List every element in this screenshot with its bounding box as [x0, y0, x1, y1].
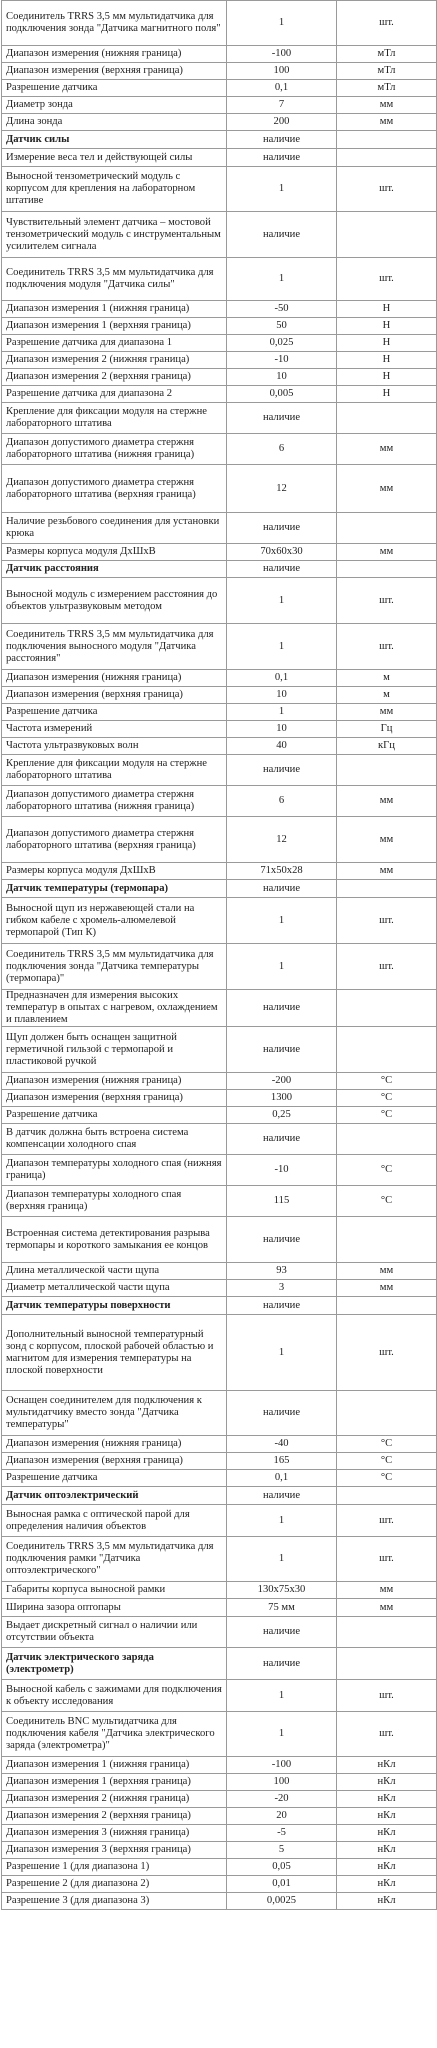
- parameter-cell: Соединитель TRRS 3,5 мм мультидатчика для подключения зонда "Датчика магнитного поля": [2, 1, 227, 46]
- table-row: [2, 114, 437, 131]
- unit-cell: мм: [337, 704, 437, 721]
- table-row: [2, 1453, 437, 1470]
- table-row: [2, 1757, 437, 1774]
- parameter-cell: Диапазон измерения (верхняя граница): [2, 1090, 227, 1107]
- table-row: [2, 1712, 437, 1757]
- value-cell: наличие: [227, 1391, 337, 1436]
- unit-cell: мм: [337, 1599, 437, 1617]
- parameter-cell: Датчик оптоэлектрический: [2, 1487, 227, 1505]
- table-row: [2, 1027, 437, 1073]
- parameter-cell: Разрешение 1 (для диапазона 1): [2, 1859, 227, 1876]
- value-cell: 200: [227, 114, 337, 131]
- unit-cell: мТл: [337, 46, 437, 63]
- parameter-cell: Диапазон допустимого диаметра стержня лабораторного штатива (верхняя граница): [2, 817, 227, 863]
- table-row: [2, 1107, 437, 1124]
- parameter-cell: Соединитель TRRS 3,5 мм мультидатчика для подключения зонда "Датчика температуры (термопара)": [2, 944, 227, 990]
- table-row: [2, 990, 437, 1027]
- value-cell: -200: [227, 1073, 337, 1090]
- value-cell: 0,25: [227, 1107, 337, 1124]
- unit-cell: мм: [337, 1263, 437, 1280]
- parameter-cell: Разрешение датчика: [2, 1107, 227, 1124]
- value-cell: 6: [227, 786, 337, 817]
- parameter-cell: Крепление для фиксации модуля на стержне лабораторного штатива: [2, 403, 227, 434]
- parameter-cell: Датчик силы: [2, 131, 227, 149]
- value-cell: 100: [227, 63, 337, 80]
- table-row: [2, 1124, 437, 1155]
- unit-cell: [337, 1487, 437, 1505]
- table-row: [2, 1436, 437, 1453]
- value-cell: 10: [227, 721, 337, 738]
- parameter-cell: Разрешение датчика для диапазона 2: [2, 386, 227, 403]
- table-row: [2, 335, 437, 352]
- value-cell: -40: [227, 1436, 337, 1453]
- table-row: [2, 352, 437, 369]
- unit-cell: нКл: [337, 1825, 437, 1842]
- value-cell: наличие: [227, 149, 337, 167]
- value-cell: 0,1: [227, 1470, 337, 1487]
- value-cell: 0,025: [227, 335, 337, 352]
- value-cell: 70х60х30: [227, 544, 337, 561]
- parameter-cell: Диаметр металлической части щупа: [2, 1280, 227, 1297]
- parameter-cell: Соединитель TRRS 3,5 мм мультидатчика для подключения выносного модуля "Датчика расстояния": [2, 624, 227, 670]
- parameter-cell: Размеры корпуса модуля ДхШхВ: [2, 544, 227, 561]
- unit-cell: [337, 1617, 437, 1648]
- parameter-cell: Крепление для фиксации модуля на стержне лабораторного штатива: [2, 755, 227, 786]
- unit-cell: [337, 212, 437, 258]
- table-row: [2, 1582, 437, 1599]
- table-row: [2, 898, 437, 944]
- table-row: [2, 1217, 437, 1263]
- value-cell: 1: [227, 1, 337, 46]
- table-row: [2, 63, 437, 80]
- table-row: [2, 369, 437, 386]
- parameter-cell: Предназначен для измерения высоких температур в опытах с нагревом, охлаждением и плавлением: [2, 990, 227, 1027]
- value-cell: 1: [227, 704, 337, 721]
- value-cell: 10: [227, 687, 337, 704]
- value-cell: 1: [227, 898, 337, 944]
- unit-cell: [337, 1297, 437, 1315]
- table-row: [2, 1876, 437, 1893]
- parameter-cell: Разрешение датчика: [2, 80, 227, 97]
- value-cell: 1: [227, 258, 337, 301]
- unit-cell: мм: [337, 97, 437, 114]
- table-row: [2, 863, 437, 880]
- table-row: [2, 1791, 437, 1808]
- unit-cell: [337, 990, 437, 1027]
- unit-cell: нКл: [337, 1808, 437, 1825]
- unit-cell: [337, 755, 437, 786]
- unit-cell: шт.: [337, 167, 437, 212]
- parameter-cell: Диапазон измерения 1 (верхняя граница): [2, 318, 227, 335]
- value-cell: наличие: [227, 131, 337, 149]
- unit-cell: мм: [337, 1280, 437, 1297]
- unit-cell: мм: [337, 863, 437, 880]
- value-cell: 100: [227, 1774, 337, 1791]
- table-row: [2, 1680, 437, 1712]
- value-cell: 12: [227, 817, 337, 863]
- value-cell: 0,1: [227, 80, 337, 97]
- unit-cell: нКл: [337, 1893, 437, 1910]
- unit-cell: шт.: [337, 1537, 437, 1582]
- unit-cell: [337, 1124, 437, 1155]
- unit-cell: [337, 1391, 437, 1436]
- table-row: [2, 1859, 437, 1876]
- spec-table-body: [2, 1, 437, 1910]
- parameter-cell: Диапазон измерения 1 (верхняя граница): [2, 1774, 227, 1791]
- table-row: [2, 704, 437, 721]
- value-cell: наличие: [227, 561, 337, 578]
- value-cell: наличие: [227, 990, 337, 1027]
- value-cell: 75 мм: [227, 1599, 337, 1617]
- unit-cell: шт.: [337, 1505, 437, 1537]
- unit-cell: кГц: [337, 738, 437, 755]
- value-cell: 165: [227, 1453, 337, 1470]
- parameter-cell: Габариты корпуса выносной рамки: [2, 1582, 227, 1599]
- section-header-row: [2, 561, 437, 578]
- value-cell: 1: [227, 1712, 337, 1757]
- parameter-cell: Измерение веса тел и действующей силы: [2, 149, 227, 167]
- parameter-cell: Диапазон измерения (нижняя граница): [2, 1436, 227, 1453]
- parameter-cell: Частота ультразвуковых волн: [2, 738, 227, 755]
- value-cell: 1: [227, 1505, 337, 1537]
- value-cell: 50: [227, 318, 337, 335]
- value-cell: наличие: [227, 880, 337, 898]
- table-row: [2, 301, 437, 318]
- value-cell: 1: [227, 578, 337, 624]
- parameter-cell: Выносной щуп из нержавеющей стали на гибком кабеле с хромель-алюмелевой термопарой (Тип К): [2, 898, 227, 944]
- parameter-cell: Диапазон измерения (нижняя граница): [2, 670, 227, 687]
- value-cell: 1: [227, 167, 337, 212]
- table-row: [2, 434, 437, 465]
- unit-cell: шт.: [337, 1680, 437, 1712]
- value-cell: 1: [227, 624, 337, 670]
- table-row: [2, 738, 437, 755]
- section-header-row: [2, 131, 437, 149]
- table-row: [2, 80, 437, 97]
- parameter-cell: Соединитель BNC мультидатчика для подключения кабеля "Датчика электрического заряда (электрометра)": [2, 1712, 227, 1757]
- spec-table: [1, 0, 437, 1910]
- value-cell: 1300: [227, 1090, 337, 1107]
- parameter-cell: Дополнительный выносной температурный зонд с корпусом, плоской рабочей областью и магнитом для измерения температуры на плоской поверхности: [2, 1315, 227, 1391]
- value-cell: 115: [227, 1186, 337, 1217]
- parameter-cell: Датчик температуры (термопара): [2, 880, 227, 898]
- value-cell: 1: [227, 1315, 337, 1391]
- parameter-cell: Соединитель TRRS 3,5 мм мультидатчика для подключения рамки "Датчика оптоэлектрического": [2, 1537, 227, 1582]
- section-header-row: [2, 1648, 437, 1680]
- table-row: [2, 687, 437, 704]
- table-row: [2, 403, 437, 434]
- unit-cell: °С: [337, 1090, 437, 1107]
- parameter-cell: Диапазон измерения 1 (нижняя граница): [2, 301, 227, 318]
- table-row: [2, 513, 437, 544]
- parameter-cell: Разрешение 2 (для диапазона 2): [2, 1876, 227, 1893]
- value-cell: 3: [227, 1280, 337, 1297]
- unit-cell: мм: [337, 1582, 437, 1599]
- parameter-cell: Диапазон температуры холодного спая (нижняя граница): [2, 1155, 227, 1186]
- parameter-cell: Диапазон измерения (нижняя граница): [2, 1073, 227, 1090]
- unit-cell: [337, 513, 437, 544]
- value-cell: 6: [227, 434, 337, 465]
- parameter-cell: Выдает дискретный сигнал о наличии или отсутствии объекта: [2, 1617, 227, 1648]
- value-cell: 0,05: [227, 1859, 337, 1876]
- unit-cell: [337, 1217, 437, 1263]
- unit-cell: [337, 1027, 437, 1073]
- table-row: [2, 670, 437, 687]
- unit-cell: [337, 131, 437, 149]
- section-header-row: [2, 1487, 437, 1505]
- parameter-cell: Встроенная система детектирования разрыва термопары и короткого замыкания ее концов: [2, 1217, 227, 1263]
- unit-cell: °С: [337, 1453, 437, 1470]
- unit-cell: шт.: [337, 1, 437, 46]
- unit-cell: Н: [337, 301, 437, 318]
- section-header-row: [2, 1297, 437, 1315]
- value-cell: 71х50х28: [227, 863, 337, 880]
- table-row: [2, 1808, 437, 1825]
- value-cell: наличие: [227, 212, 337, 258]
- value-cell: наличие: [227, 1487, 337, 1505]
- parameter-cell: Выносной модуль с измерением расстояния до объектов ультразвуковым методом: [2, 578, 227, 624]
- table-row: [2, 1263, 437, 1280]
- table-row: [2, 786, 437, 817]
- section-header-row: [2, 880, 437, 898]
- value-cell: 1: [227, 1537, 337, 1582]
- parameter-cell: Диапазон измерения 2 (нижняя граница): [2, 352, 227, 369]
- table-row: [2, 1155, 437, 1186]
- unit-cell: нКл: [337, 1774, 437, 1791]
- value-cell: 0,01: [227, 1876, 337, 1893]
- parameter-cell: Длина металлической части щупа: [2, 1263, 227, 1280]
- table-row: [2, 1090, 437, 1107]
- parameter-cell: Диапазон допустимого диаметра стержня лабораторного штатива (верхняя граница): [2, 465, 227, 513]
- parameter-cell: Соединитель TRRS 3,5 мм мультидатчика для подключения модуля "Датчика силы": [2, 258, 227, 301]
- table-row: [2, 149, 437, 167]
- value-cell: 1: [227, 1680, 337, 1712]
- unit-cell: м: [337, 670, 437, 687]
- value-cell: наличие: [227, 1124, 337, 1155]
- table-row: [2, 578, 437, 624]
- unit-cell: шт.: [337, 258, 437, 301]
- unit-cell: шт.: [337, 1712, 437, 1757]
- unit-cell: нКл: [337, 1757, 437, 1774]
- parameter-cell: Датчик расстояния: [2, 561, 227, 578]
- table-row: [2, 1537, 437, 1582]
- parameter-cell: Выносной тензометрический модуль с корпусом для крепления на лабораторном штативе: [2, 167, 227, 212]
- table-row: [2, 167, 437, 212]
- value-cell: 40: [227, 738, 337, 755]
- value-cell: наличие: [227, 1648, 337, 1680]
- unit-cell: шт.: [337, 624, 437, 670]
- parameter-cell: Разрешение 3 (для диапазона 3): [2, 1893, 227, 1910]
- unit-cell: нКл: [337, 1859, 437, 1876]
- value-cell: -5: [227, 1825, 337, 1842]
- parameter-cell: Диапазон измерения 3 (верхняя граница): [2, 1842, 227, 1859]
- unit-cell: Н: [337, 318, 437, 335]
- unit-cell: Гц: [337, 721, 437, 738]
- value-cell: -20: [227, 1791, 337, 1808]
- table-row: [2, 721, 437, 738]
- parameter-cell: Диапазон измерения (нижняя граница): [2, 46, 227, 63]
- unit-cell: мТл: [337, 63, 437, 80]
- table-row: [2, 1391, 437, 1436]
- value-cell: 10: [227, 369, 337, 386]
- unit-cell: нКл: [337, 1842, 437, 1859]
- parameter-cell: Ширина зазора оптопары: [2, 1599, 227, 1617]
- parameter-cell: Диапазон температуры холодного спая (верхняя граница): [2, 1186, 227, 1217]
- parameter-cell: Оснащен соединителем для подключения к мультидатчику вместо зонда "Датчика температуры": [2, 1391, 227, 1436]
- parameter-cell: Датчик температуры поверхности: [2, 1297, 227, 1315]
- parameter-cell: Чувствительный элемент датчика – мостовой тензометрический модуль с инструментальным усилителем сигнала: [2, 212, 227, 258]
- table-row: [2, 386, 437, 403]
- value-cell: -100: [227, 1757, 337, 1774]
- value-cell: -50: [227, 301, 337, 318]
- unit-cell: °С: [337, 1107, 437, 1124]
- parameter-cell: Длина зонда: [2, 114, 227, 131]
- value-cell: 12: [227, 465, 337, 513]
- parameter-cell: Частота измерений: [2, 721, 227, 738]
- table-row: [2, 1825, 437, 1842]
- unit-cell: [337, 149, 437, 167]
- unit-cell: [337, 1648, 437, 1680]
- table-row: [2, 46, 437, 63]
- parameter-cell: Разрешение датчика для диапазона 1: [2, 335, 227, 352]
- value-cell: -10: [227, 352, 337, 369]
- unit-cell: [337, 561, 437, 578]
- value-cell: наличие: [227, 1217, 337, 1263]
- table-row: [2, 1470, 437, 1487]
- unit-cell: мм: [337, 434, 437, 465]
- value-cell: наличие: [227, 755, 337, 786]
- value-cell: 7: [227, 97, 337, 114]
- table-row: [2, 1599, 437, 1617]
- table-row: [2, 97, 437, 114]
- parameter-cell: Диаметр зонда: [2, 97, 227, 114]
- table-row: [2, 318, 437, 335]
- unit-cell: мм: [337, 114, 437, 131]
- parameter-cell: Выносная рамка с оптической парой для определения наличия объектов: [2, 1505, 227, 1537]
- parameter-cell: Диапазон измерения (верхняя граница): [2, 1453, 227, 1470]
- value-cell: 1: [227, 944, 337, 990]
- unit-cell: [337, 403, 437, 434]
- unit-cell: °С: [337, 1470, 437, 1487]
- table-row: [2, 1893, 437, 1910]
- table-row: [2, 1280, 437, 1297]
- table-row: [2, 1505, 437, 1537]
- table-row: [2, 755, 437, 786]
- unit-cell: шт.: [337, 578, 437, 624]
- value-cell: -10: [227, 1155, 337, 1186]
- table-row: [2, 1842, 437, 1859]
- parameter-cell: Выносной кабель с зажимами для подключения к объекту исследования: [2, 1680, 227, 1712]
- unit-cell: °С: [337, 1436, 437, 1453]
- unit-cell: мм: [337, 544, 437, 561]
- parameter-cell: Диапазон допустимого диаметра стержня лабораторного штатива (нижняя граница): [2, 434, 227, 465]
- parameter-cell: Размеры корпуса модуля ДхШхВ: [2, 863, 227, 880]
- value-cell: 0,005: [227, 386, 337, 403]
- value-cell: наличие: [227, 1297, 337, 1315]
- unit-cell: шт.: [337, 898, 437, 944]
- parameter-cell: В датчик должна быть встроена система компенсации холодного спая: [2, 1124, 227, 1155]
- table-row: [2, 1617, 437, 1648]
- unit-cell: Н: [337, 335, 437, 352]
- unit-cell: °С: [337, 1186, 437, 1217]
- unit-cell: °С: [337, 1155, 437, 1186]
- table-row: [2, 1315, 437, 1391]
- unit-cell: [337, 880, 437, 898]
- unit-cell: Н: [337, 386, 437, 403]
- parameter-cell: Диапазон измерения 2 (верхняя граница): [2, 369, 227, 386]
- parameter-cell: Диапазон измерения 1 (нижняя граница): [2, 1757, 227, 1774]
- table-row: [2, 944, 437, 990]
- table-row: [2, 1, 437, 46]
- parameter-cell: Диапазон допустимого диаметра стержня лабораторного штатива (нижняя граница): [2, 786, 227, 817]
- table-row: [2, 258, 437, 301]
- value-cell: 5: [227, 1842, 337, 1859]
- unit-cell: шт.: [337, 944, 437, 990]
- parameter-cell: Щуп должен быть оснащен защитной герметичной гильзой с термопарой и пластиковой ручкой: [2, 1027, 227, 1073]
- value-cell: наличие: [227, 1027, 337, 1073]
- unit-cell: мТл: [337, 80, 437, 97]
- parameter-cell: Наличие резьбового соединения для установки крюка: [2, 513, 227, 544]
- parameter-cell: Диапазон измерения 2 (нижняя граница): [2, 1791, 227, 1808]
- table-row: [2, 1073, 437, 1090]
- table-row: [2, 624, 437, 670]
- value-cell: 0,0025: [227, 1893, 337, 1910]
- parameter-cell: Разрешение датчика: [2, 1470, 227, 1487]
- unit-cell: мм: [337, 786, 437, 817]
- value-cell: наличие: [227, 1617, 337, 1648]
- unit-cell: °С: [337, 1073, 437, 1090]
- unit-cell: мм: [337, 817, 437, 863]
- value-cell: 20: [227, 1808, 337, 1825]
- value-cell: 130х75х30: [227, 1582, 337, 1599]
- parameter-cell: Диапазон измерения 2 (верхняя граница): [2, 1808, 227, 1825]
- table-row: [2, 465, 437, 513]
- unit-cell: Н: [337, 369, 437, 386]
- table-row: [2, 212, 437, 258]
- unit-cell: мм: [337, 465, 437, 513]
- value-cell: 0,1: [227, 670, 337, 687]
- parameter-cell: Диапазон измерения (верхняя граница): [2, 63, 227, 80]
- table-row: [2, 817, 437, 863]
- parameter-cell: Разрешение датчика: [2, 704, 227, 721]
- unit-cell: Н: [337, 352, 437, 369]
- unit-cell: нКл: [337, 1876, 437, 1893]
- value-cell: наличие: [227, 403, 337, 434]
- unit-cell: м: [337, 687, 437, 704]
- table-row: [2, 1774, 437, 1791]
- parameter-cell: Датчик электрического заряда (электрометр): [2, 1648, 227, 1680]
- table-row: [2, 1186, 437, 1217]
- parameter-cell: Диапазон измерения (верхняя граница): [2, 687, 227, 704]
- value-cell: -100: [227, 46, 337, 63]
- value-cell: 93: [227, 1263, 337, 1280]
- value-cell: наличие: [227, 513, 337, 544]
- parameter-cell: Диапазон измерения 3 (нижняя граница): [2, 1825, 227, 1842]
- table-row: [2, 544, 437, 561]
- unit-cell: шт.: [337, 1315, 437, 1391]
- unit-cell: нКл: [337, 1791, 437, 1808]
